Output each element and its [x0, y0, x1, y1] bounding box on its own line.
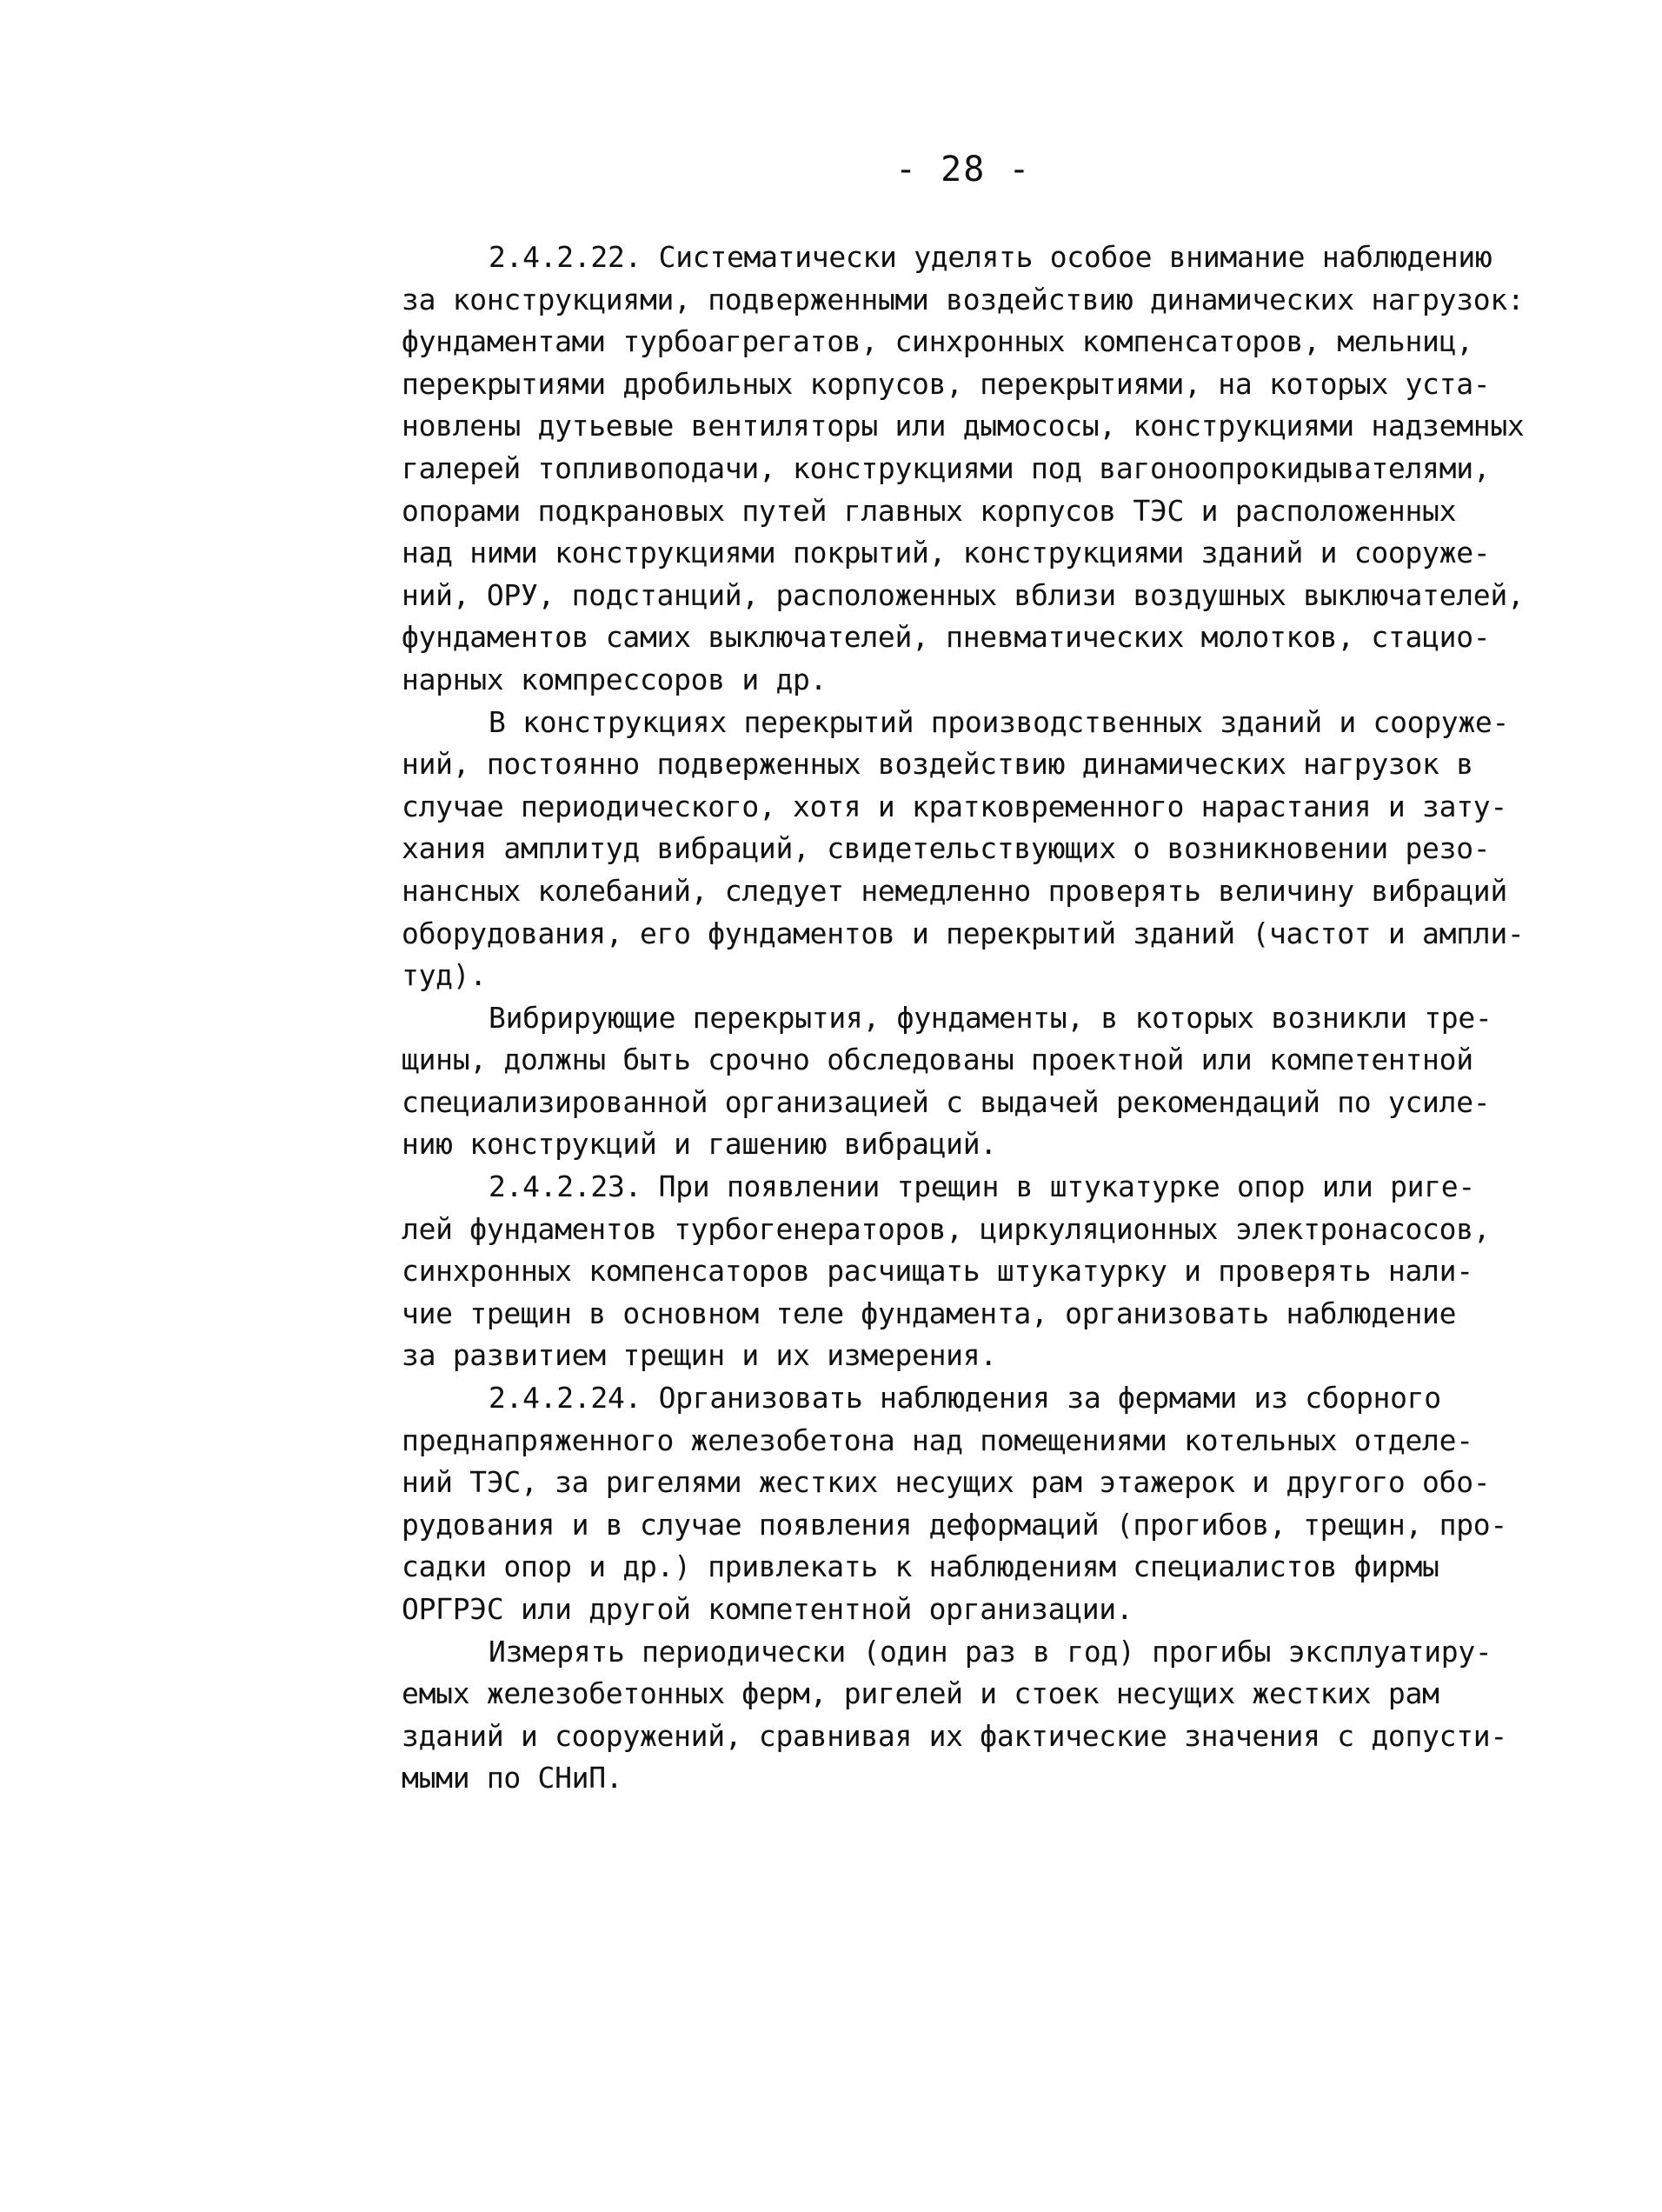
text-line: рудования и в случае появления деформаций (прогибов, трещин, про- — [402, 1507, 1507, 1542]
text-line: перекрытиями дробильных корпусов, перекрытиями, на которых уста- — [402, 366, 1491, 401]
text-line: преднапряженного железобетона над помещениями котельных отделе- — [402, 1422, 1473, 1457]
text-line: галерей топливоподачи, конструкциями под вагоноопрокидывателями, — [402, 450, 1491, 485]
text-line: мыми по СНиП. — [402, 1761, 623, 1796]
text-line: синхронных компенсаторов расчищать штукатурку и проверять нали- — [402, 1254, 1473, 1289]
text-line: случае периодического, хотя и кратковременного нарастания и зату- — [402, 789, 1507, 823]
text-line: туд). — [402, 958, 487, 993]
body-text — [402, 237, 1566, 1800]
text-line: нансных колебаний, следует немедленно проверять величину вибраций — [402, 873, 1507, 908]
text-line: над ними конструкциями покрытий, конструкциями зданий и сооруже- — [402, 536, 1491, 570]
text-line: садки опор и др.) привлекать к наблюдениям специалистов фирмы — [402, 1549, 1439, 1584]
paragraph-first-line: 2.4.2.24. Организовать наблюдения за фермами из сборного — [489, 1381, 1441, 1416]
text-line: ОРГРЭС или другой компетентной организации. — [402, 1592, 1133, 1626]
text-line: емых железобетонных ферм, ригелей и стоек несущих жестких рам — [402, 1676, 1439, 1711]
text-line: лей фундаментов турбогенераторов, циркуляционных электронасосов, — [402, 1211, 1491, 1246]
text-line: ний, ОРУ, подстанций, расположенных вблизи воздушных выключателей, — [402, 577, 1525, 612]
text-line: специализированной организацией с выдачей рекомендаций по усиле- — [402, 1084, 1491, 1119]
text-line: зданий и сооружений, сравнивая их фактические значения с допусти- — [402, 1718, 1507, 1753]
text-line: чие трещин в основном теле фундамента, организовать наблюдение — [402, 1296, 1457, 1330]
text-line: опорами подкрановых путей главных корпусов ТЭС и расположенных — [402, 493, 1457, 528]
text-line: ний ТЭС, за ригелями жестких несущих рам этажерок и другого обо- — [402, 1465, 1491, 1500]
text-line: хания амплитуд вибраций, свидетельствующих о возникновении резо- — [402, 831, 1491, 866]
paragraph-first-line: 2.4.2.22. Систематически уделять особое внимание наблюдению — [489, 240, 1492, 274]
page-number: - 28 - — [895, 150, 1032, 190]
text-line: нию конструкций и гашению вибраций. — [402, 1127, 997, 1162]
text-line: фундаментами турбоагрегатов, синхронных компенсаторов, мельниц, — [402, 324, 1473, 359]
paragraph-first-line: 2.4.2.23. При появлении трещин в штукатурке опор или риге- — [489, 1169, 1475, 1204]
text-line: оборудования, его фундаментов и перекрытий зданий (частот и ампли- — [402, 916, 1525, 950]
text-line: за развитием трещин и их измерения. — [402, 1338, 997, 1373]
text-line: за конструкциями, подверженными воздействию динамических нагрузок: — [402, 282, 1525, 316]
text-line: ний, постоянно подверженных воздействию динамических нагрузок в — [402, 747, 1473, 782]
text-line: новлены дутьевые вентиляторы или дымососы, конструкциями надземных — [402, 409, 1525, 443]
text-line: фундаментов самих выключателей, пневматических молотков, стацио- — [402, 620, 1491, 655]
paragraph-first-line: Вибрирующие перекрытия, фундаменты, в которых возникли тре- — [489, 1000, 1492, 1035]
paragraph-first-line: В конструкциях перекрытий производственных зданий и сооруже- — [489, 704, 1510, 739]
text-line: нарных компрессоров и др. — [402, 662, 828, 696]
paragraph-first-line: Измерять периодически (один раз в год) прогибы эксплуатиру- — [489, 1634, 1492, 1669]
text-line: щины, должны быть срочно обследованы проектной или компетентной — [402, 1043, 1473, 1077]
